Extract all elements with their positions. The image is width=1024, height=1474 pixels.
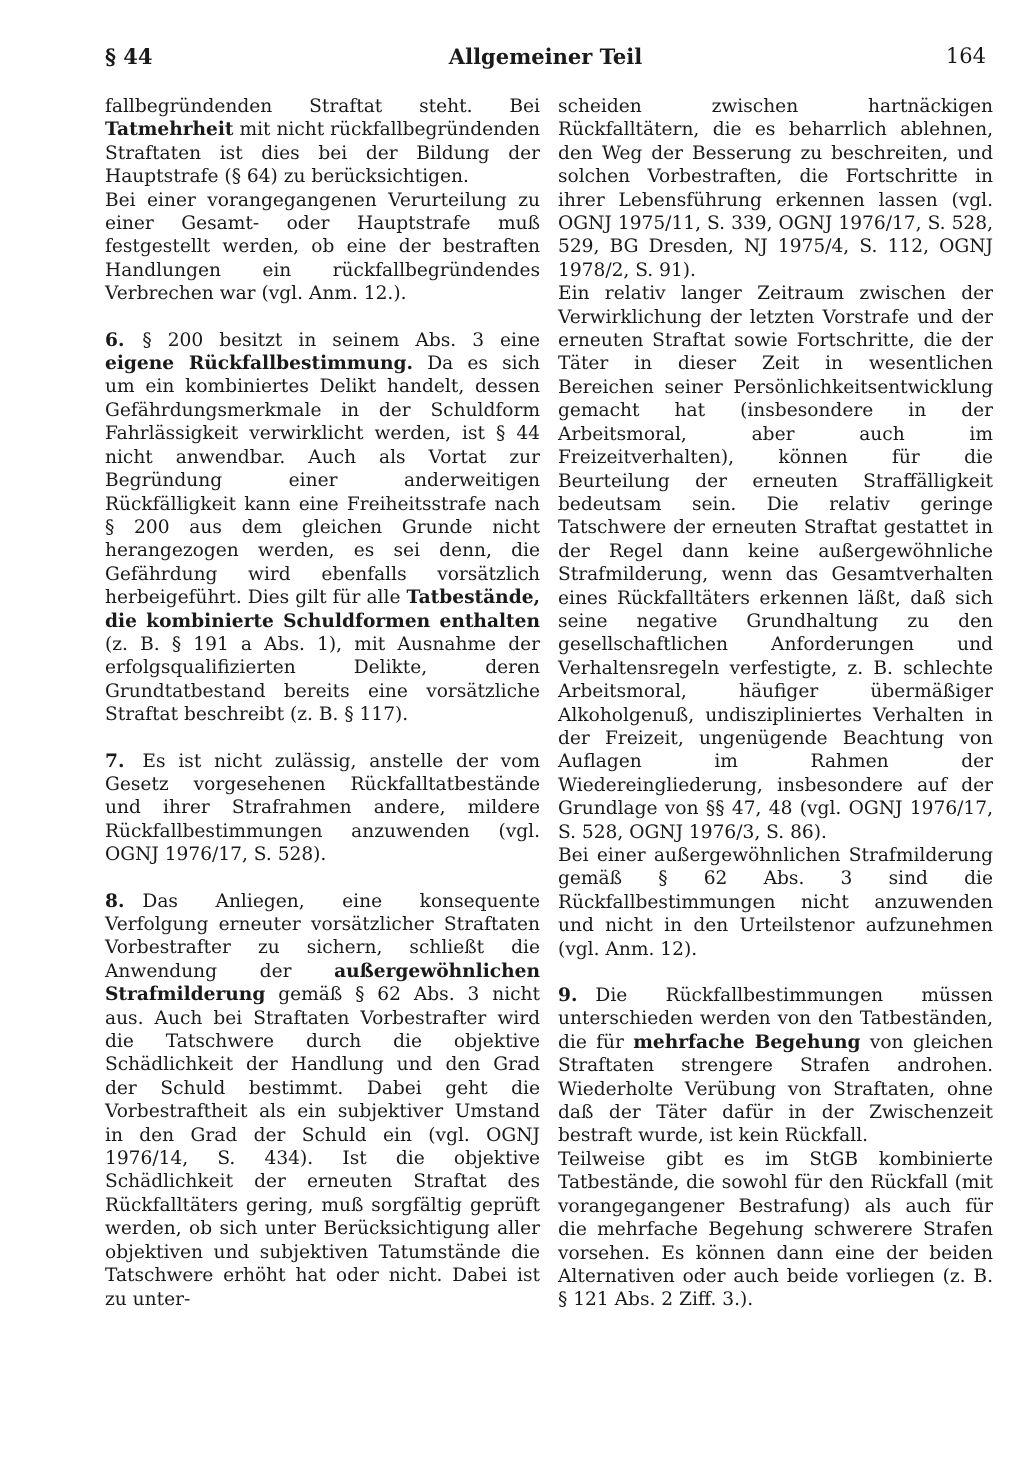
numbered-paragraph-8 <box>105 890 540 1311</box>
text-run: fallbegründenden Straftat steht. Bei <box>105 96 540 117</box>
text-run: (z. B. § 191 a Abs. 1), mit Ausnahme der erfolgsqualifizierten Delikte, deren Grundtatbestand bereits eine vorsätzliche Straftat beschreibt (z. B. § 117). <box>105 633 540 726</box>
running-title: Allgemeiner Teil <box>448 44 643 69</box>
paragraph: Teilweise gibt es im StGB kombinierte Tatbestände, die sowohl für den Rückfall (mit vorangegangener Bestrafung) als auch für die mehrfache Begehung schwerere Strafen vorsehen. Es können dann eine der beiden Alternativen oder auch beide vorliegen (z. B. § 121 Abs. 2 Ziff. 3.). <box>558 1148 993 1311</box>
paragraph: Ein relativ langer Zeitraum zwischen der Verwirklichung der letzten Vorstrafe und der erneuten Straftat sowie Fortschritte, die der Täter in dieser Zeit in wesentlichen Bereichen seiner Persönlichkeitsentwicklung gemacht hat (insbesondere in der Arbeitsmoral, aber auch im Freizeitverhalten), können für die Beurteilung der erneuten Straffälligkeit bedeutsam sein. Die relativ geringe Tatschwere der erneuten Straftat gestattet in der Regel dann keine außergewöhnliche Strafmilderung, wenn das Gesamtverhalten eines Rückfalltäters erkennen läßt, daß sich seine negative Grundhaltung zu den gesellschaftlichen Anforderungen und Verhaltensregeln verfestigte, z. B. schlechte Arbeitsmoral, häufiger übermäßiger Alkoholgenuß, undiszipliniertes Verhalten in der Freizeit, ungenügende Beachtung von Auflagen im Rahmen der Wiedereingliederung, insbesondere auf der Grundlage von §§ 47, 48 (vgl. OGNJ 1976/17, S. 528, OGNJ 1976/3, S. 86). <box>558 283 993 843</box>
paragraph <box>105 95 540 189</box>
text-run: Es ist nicht zulässig, anstelle der vom Gesetz vorgesehenen Rückfalltatbestände und ihrer Strafrahmen andere, mildere Rückfallbestimmungen anzuwenden (vgl. OGNJ 1976/17, S. 528). <box>105 750 540 866</box>
page-number: 164 <box>945 44 986 68</box>
paragraph-number: 9. <box>558 985 578 1007</box>
paragraph-number: 8. <box>105 890 125 912</box>
bold-term: Tatmehrheit <box>105 119 234 141</box>
bold-term: außergewöhnlichen Strafmilderung <box>105 960 540 1006</box>
text-run: Da es sich um ein kombiniertes Delikt handelt, dessen Gefährdungsmerkmale in der Schuldform Fahrlässigkeit verwirklicht werden, ist § 44 nicht anwendbar. Auch als Vortat zur Begründung einer anderweitigen Rückfälligkeit kann eine Freiheitsstrafe nach § 200 aus dem gleichen Grunde nicht herangezogen werden, es sei denn, die Gefährdung wird ebenfalls vorsätzlich herbeigeführt. Dies gilt für alle <box>105 353 540 609</box>
paragraph: Bei einer vorangegangenen Verurteilung zu einer Gesamt- oder Hauptstrafe muß festgestellt werden, ob eine der bestraften Handlungen ein rückfallbegründendes Verbrechen war (vgl. Anm. 12.). <box>105 189 540 305</box>
paragraph-number: 7. <box>105 750 125 772</box>
numbered-paragraph-7 <box>105 750 540 867</box>
bold-term: Tatbestände, die kombinierte Schuldformen enthalten <box>105 587 540 632</box>
numbered-paragraph-9 <box>558 984 993 1148</box>
bold-term: mehrfache Begehung <box>633 1031 861 1053</box>
text-run: Das Anliegen, eine konsequente Verfolgung erneuter vorsätzlicher Straftaten Vorbestrafter zu sichern, schließt die Anwendung der <box>105 890 540 982</box>
paragraph-number: 6. <box>105 329 125 351</box>
paragraph: scheiden zwischen hartnäckigen Rückfalltätern, die es beharrlich ablehnen, den Weg der Besserung zu beschreiten, und solchen Vorbestraften, die Fortschritte in ihrer Lebensführung erkennen lassen (vgl. OGNJ 1975/11, S. 339, OGNJ 1976/17, S. 528, 529, BG Dresden, NJ 1975/4, S. 112, OGNJ 1978/2, S. 91). <box>558 96 993 281</box>
numbered-paragraph-6 <box>105 329 540 727</box>
text-run: von gleichen Straftaten strengere Strafen androhen. Wiederholte Verübung von Straftaten, ohne daß der Täter dafür in der Zwischenzeit bestraft wurde, ist kein Rückfall. <box>558 1031 993 1147</box>
section-number: § 44 <box>105 44 153 69</box>
paragraph: Bei einer außergewöhnlichen Strafmilderung gemäß § 62 Abs. 3 sind die Rückfallbestimmungen nicht anzuwenden und nicht in den Urteilstenor aufzunehmen (vgl. Anm. 12). <box>558 845 993 960</box>
text-run: gemäß § 62 Abs. 3 nicht aus. Auch bei Straftaten Vorbestrafter wird die Tatschwere durch die objektive Schädlichkeit der Handlung und den Grad der Schuld bestimmt. Dabei geht die Vorbestraftheit als ein subjektiver Umstand in den Grad der Schuld ein (vgl. OGNJ 1976/14, S. 434). Ist die objektive Schädlichkeit der erneuten Straftat des Rückfalltäters gering, muß sorgfältig geprüft werden, ob sich unter Berücksichtigung aller objektiven und subjektiven Tatumstände die Tatschwere erhöht hat oder nicht. Dabei ist zu unter- <box>105 984 540 1310</box>
text-run: Die Rückfallbestimmungen müssen unterschieden werden von den Tatbeständen, die für <box>558 985 993 1053</box>
text-run: § 200 besitzt in seinem Abs. 3 eine <box>142 329 540 351</box>
bold-term: eigene Rückfallbestimmung. <box>105 353 413 375</box>
page-header <box>105 44 986 84</box>
right-column <box>558 95 993 1312</box>
left-column <box>105 95 540 1311</box>
text-run: mit nicht rückfallbegründenden Straftaten ist dies bei der Bildung der Hauptstrafe (§ 64) zu berücksichtigen. <box>105 119 540 188</box>
